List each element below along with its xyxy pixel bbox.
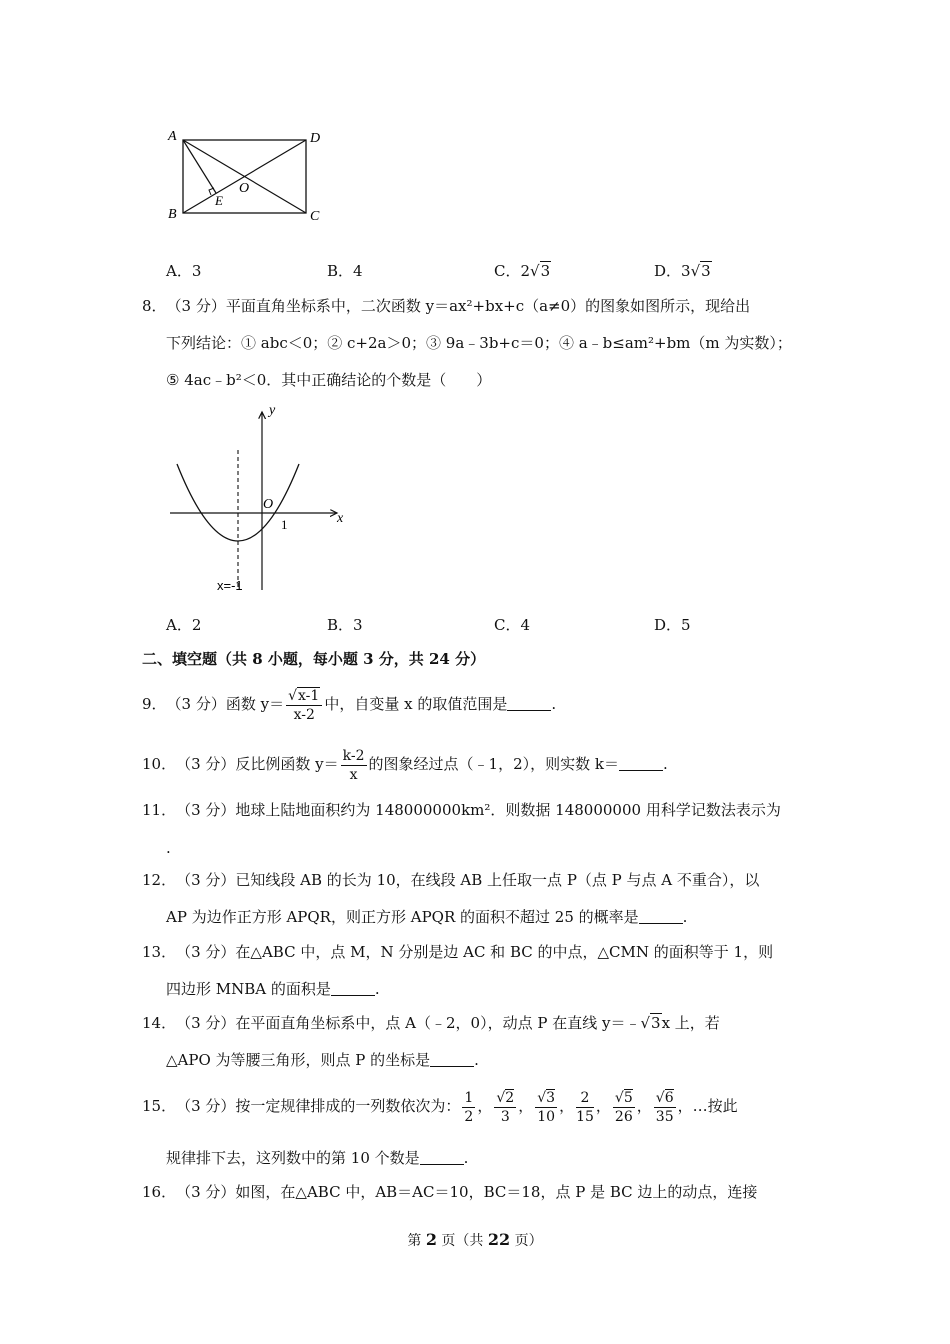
- q15-separator: ，: [518, 1097, 534, 1115]
- q12-line2: [166, 907, 687, 927]
- q14-text-1-post: x 上，若: [661, 1014, 720, 1032]
- q14-line1: 14．（3 分）在平面直角坐标系中，点 A（﹣2，0），动点 P 在直线 y＝﹣√3x 上，若: [142, 1014, 720, 1032]
- q7-choice-d-coef: 3: [681, 262, 691, 280]
- q15-sequence: [460, 1089, 677, 1125]
- q11-line2: .: [166, 839, 171, 857]
- q13-end: .: [374, 980, 380, 998]
- q15-separator: ，: [595, 1097, 611, 1115]
- axis-equation-label: x=-1: [217, 578, 243, 593]
- q12-number: 12．: [142, 871, 177, 889]
- q15-fraction: [535, 1089, 557, 1126]
- q12-answer-blank[interactable]: [639, 909, 683, 924]
- q7-choice-b[interactable]: B．4: [327, 262, 363, 280]
- q13-line1: [142, 942, 773, 962]
- q14-text-2: △APO 为等腰三角形，则点 P 的坐标是: [166, 1051, 431, 1069]
- q15-number: 15．: [142, 1097, 177, 1115]
- footer-total-pages: 22: [487, 1230, 511, 1249]
- q12-end: .: [682, 908, 688, 926]
- q15-answer-blank[interactable]: [420, 1150, 464, 1165]
- q16-text-1: （3 分）如图，在△ABC 中，AB＝AC＝10，BC＝18，点 P 是 BC 边上的动点，连接: [176, 1183, 758, 1201]
- q15-fraction-denominator: 3: [500, 1108, 510, 1125]
- q15-fraction-denominator: 26: [614, 1108, 633, 1125]
- footer-pre: 第: [407, 1233, 426, 1249]
- q14-end: .: [474, 1051, 479, 1069]
- q15-line2: [166, 1148, 468, 1168]
- q7-choice-c[interactable]: C．2√3: [494, 262, 551, 280]
- footer-post: 页）: [510, 1233, 543, 1249]
- q15-fraction-numerator: 2: [576, 1089, 594, 1108]
- label-b: B: [168, 207, 177, 222]
- origin-label: O: [263, 497, 274, 512]
- q13-line2: [166, 979, 380, 999]
- q7-choice-d[interactable]: D．3√3: [654, 262, 711, 280]
- q8-number: 8．: [142, 297, 167, 315]
- q15-fraction-denominator: 35: [655, 1108, 674, 1125]
- q10-answer-blank[interactable]: [619, 756, 663, 771]
- label-d: D: [310, 131, 321, 146]
- q14-radicand: 3: [651, 1014, 661, 1032]
- q13-number: 13．: [142, 943, 177, 961]
- q13-text-1: （3 分）在△ABC 中，点 M，N 分别是边 AC 和 BC 的中点，△CMN 的面积等于 1，则: [176, 943, 774, 961]
- q9-number: 9．: [142, 695, 167, 713]
- q16-line1: [142, 1182, 757, 1202]
- q10-end: .: [662, 755, 668, 773]
- q8-line2: 下列结论：① abc＜0；② c+2a＞0；③ 9a﹣3b+c＝0；④ a﹣b≤am²+bm（m 为实数）；: [166, 334, 792, 352]
- q10-line: [142, 742, 668, 786]
- q13-text-2: 四边形 MNBA 的面积是: [166, 980, 331, 998]
- q7-choice-d-prefix: D．: [654, 262, 682, 280]
- q15-fraction: [654, 1089, 676, 1126]
- x-axis-label: x: [337, 511, 344, 526]
- q15-text-2: 规律排下去，这列数中的第 10 个数是: [166, 1149, 420, 1167]
- segment-ae: [183, 140, 216, 193]
- q15-fraction-numerator: √5: [614, 1089, 633, 1106]
- q9-fraction: $\frac{√x-1}{x-2}$: [286, 687, 322, 724]
- q15-fraction-numerator: 1: [464, 1089, 474, 1106]
- q7-choice-d-rad: 3: [701, 262, 711, 280]
- label-c: C: [310, 209, 320, 224]
- q10-post: 的图象经过点（﹣1，2），则实数 k＝: [368, 755, 619, 773]
- q15-fraction: [462, 1089, 475, 1126]
- q9-numerator: x-1: [298, 687, 320, 704]
- page-footer: [0, 1230, 950, 1250]
- q8-line3: ⑤ 4ac﹣b²＜0．其中正确结论的个数是（ ）: [166, 371, 492, 389]
- q16-number: 16．: [142, 1183, 177, 1201]
- q14-text-1-pre: （3 分）在平面直角坐标系中，点 A（﹣2，0），动点 P 在直线 y＝﹣: [176, 1014, 641, 1032]
- q15-fraction: [613, 1089, 635, 1126]
- y-axis-label: y: [269, 403, 276, 418]
- q10-pre: （3 分）反比例函数 y＝: [176, 755, 339, 773]
- q15-fraction: [576, 1089, 594, 1126]
- q7-choice-c-rad: 3: [540, 262, 551, 280]
- q9-post: 中，自变量 x 的取值范围是: [324, 695, 508, 713]
- label-e: E: [215, 193, 223, 208]
- q8-line1: [142, 296, 750, 316]
- q9-end: .: [551, 695, 557, 713]
- q7-choice-c-coef: 2: [520, 262, 531, 280]
- q14-number: 14．: [142, 1014, 177, 1032]
- q8-choice-b[interactable]: B．3: [327, 616, 363, 634]
- q7-choice-a[interactable]: A．3: [166, 262, 202, 280]
- q15-separator: ，: [559, 1097, 575, 1115]
- q15-fraction-numerator: √6: [655, 1089, 674, 1106]
- q15-fraction-denominator: 15: [576, 1108, 594, 1125]
- q15-post: ，…按此: [677, 1097, 738, 1115]
- q10-number: 10．: [142, 755, 177, 773]
- q15-fraction-denominator: 2: [464, 1108, 474, 1125]
- q9-denominator: x-2: [293, 706, 315, 723]
- one-label: 1: [281, 517, 288, 532]
- q8-text-1: （3 分）平面直角坐标系中，二次函数 y＝ax²+bx+c（a≠0）的图象如图所示，现给出: [166, 297, 751, 315]
- label-o: O: [239, 181, 250, 196]
- q12-text-2: AP 为边作正方形 APQR，则正方形 APQR 的面积不超过 25 的概率是: [166, 908, 639, 926]
- q10-numerator: k-2: [342, 747, 365, 764]
- footer-mid: 页（共: [436, 1233, 488, 1249]
- footer-page-number: 2: [425, 1230, 437, 1249]
- q15-fraction-numerator: √2: [496, 1089, 515, 1106]
- q8-choice-a[interactable]: A．2: [166, 616, 202, 634]
- q15-fraction-numerator: √3: [537, 1089, 556, 1106]
- q8-choice-c[interactable]: C．4: [494, 616, 531, 634]
- q9-answer-blank[interactable]: [507, 696, 551, 711]
- q10-denominator: x: [349, 766, 358, 783]
- q11-number: 11．: [142, 801, 177, 819]
- q15-separator: ，: [636, 1097, 652, 1115]
- q15-pre: （3 分）按一定规律排成的一列数依次为：: [176, 1097, 461, 1115]
- q12-text-1: （3 分）已知线段 AB 的长为 10，在线段 AB 上任取一点 P（点 P 与点 A 不重合），以: [176, 871, 760, 889]
- q11-text-1: （3 分）地球上陆地面积约为 148000000km²．则数据 148000000 用科学记数法表示为: [176, 801, 781, 819]
- q15-separator: ，: [477, 1097, 493, 1115]
- q11-line1: [142, 800, 781, 820]
- label-a: A: [168, 129, 177, 144]
- q9-pre: （3 分）函数 y＝: [166, 695, 285, 713]
- q14-line2: [166, 1050, 479, 1070]
- q15-fraction-denominator: 10: [537, 1108, 556, 1125]
- q15-fraction: [494, 1089, 516, 1126]
- q12-line1: [142, 870, 759, 890]
- q13-answer-blank[interactable]: [331, 981, 375, 996]
- q7-choice-c-prefix: C．: [494, 262, 521, 280]
- q9-line: [142, 682, 556, 726]
- q15-end: .: [463, 1149, 469, 1167]
- q15-line1: [142, 1084, 738, 1128]
- section-heading: 二、填空题（共 8 小题，每小题 3 分，共 24 分）: [142, 650, 486, 668]
- q14-answer-blank[interactable]: [430, 1052, 474, 1067]
- q10-fraction: [341, 747, 367, 784]
- rectangle-figure: [160, 120, 340, 230]
- q8-choice-d[interactable]: D．5: [654, 616, 691, 634]
- parabola-figure: [165, 398, 355, 598]
